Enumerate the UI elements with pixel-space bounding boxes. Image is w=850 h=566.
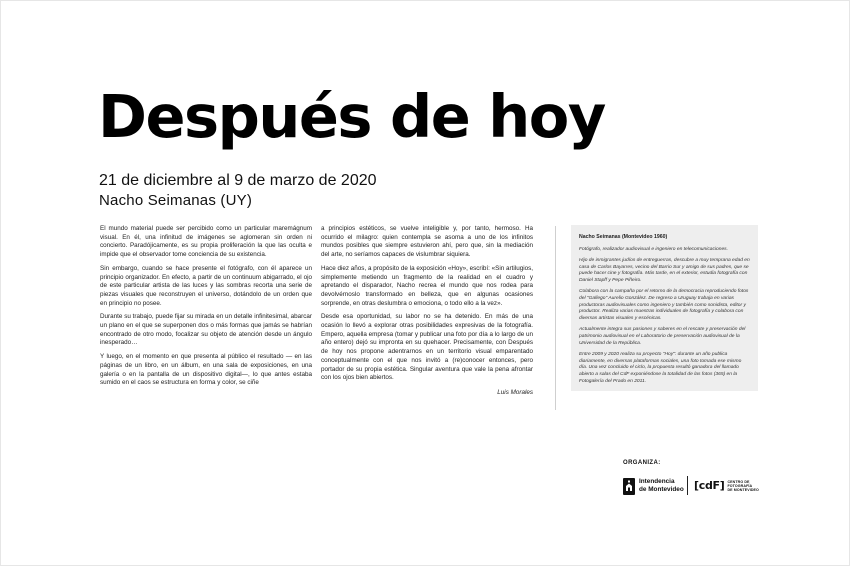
paragraph: Hace diez años, a propósito de la exposición «Hoy», escribí: «Sin artilugios, simplemente metiendo un fragmento de la realidad en el cuadro y apretando el disparador, Nacho recrea el mundo que nos rodea para devolvérnoslo transformado en belleza, que en algunas ocasiones sorprende, en otras deslumbra o emociona, o todo ello a la vez». — [321, 264, 533, 307]
logo-separator — [687, 476, 688, 495]
exhibition-title: Después de hoy — [98, 82, 605, 151]
paragraph: Desde esa oportunidad, su labor no se ha detenido. En más de una ocasión lo llevó a explorar otras posibilidades expresivas de la fotografía. Empero, aquella empresa (tomar y publicar una foto por día a lo largo de un año entero) dejó su impronta en su quehacer. Precisamente, con Después de hoy nos propone adentrarnos en un territorio visual emparentado conceptualmente con el que nos invitó a (re)conocer entonces, pero portador de su propia estética. Singular aventura que vale la pena afrontar con los ojos bien abiertos. — [321, 313, 533, 382]
bio-name: Nacho Seimanas (Montevideo 1960) — [579, 234, 668, 240]
intendencia-montevideo-logo — [623, 476, 684, 496]
intendencia-emblem-icon — [623, 478, 635, 495]
bio-paragraph: Hijo de inmigrantes judíos de entreguerras, descubre a muy temprana edad en casa de Carlos Bayarres, vecino del Barrio Sur y amigo de sus padres, que se puede hacer cine y fotografía. Más tarde, en el exterior, estudia fotografía con Daniel Stapff y Pepe Piñeiro. — [579, 257, 750, 284]
bio-paragraph: Entre 2009 y 2020 realiza su proyecto "Hoy": durante un año publica diariamente, en diversas plataformas sociales, una foto tomada ese mismo día. Una vez concluido el ciclo, la propuesta resultó ganadora del llamado abierto a salas del CdF exponiéndose la totalidad de las fotos (365) en la Fotogalería del Prado en 2011. — [579, 351, 742, 384]
text-signature: Luis Morales — [497, 388, 533, 396]
exhibition-author: Nacho Seimanas (UY) — [99, 192, 253, 209]
paragraph: a principios estéticos, se vuelve inteligible y, por tanto, hermoso. Ha ocurrido el milagro: quien contempla se asoma a uno de los infinitos mundos posibles que siempre estuvieron ahí, pero que, sin la mediación del arte, no seríamos capaces de vislumbrar siquiera. — [321, 225, 533, 259]
paragraph: Y luego, en el momento en que presenta al público el resultado — en las páginas de un libro, en un álbum, en una sala de exposiciones, en una galería o en la pantalla de un dispositivo digital—, lo que antes estaba sumido en el caos se estructura en forma y color, se ciñe — [100, 353, 312, 387]
bio-paragraph: Colabora con la campaña por el retorno de la democracia reproduciendo fotos del "Gallego" Aurelio González. De regreso a Uruguay trabaja en varias productoras audiovisuales como ingeniero y también como sonidista, editor y productor. Realiza varias muestras individuales de fotografía y colabora con diversas artistas visuales y escénicas. — [579, 289, 749, 322]
bio-paragraph: Actualmente integra sus pasiones y saberes en el rescate y preservación del patrimonio audiovisual en el Laboratorio de preservación audiovisual de la Universidad de la República. — [579, 327, 746, 346]
artist-bio-box — [571, 225, 758, 391]
cdf-logo — [694, 476, 763, 496]
exhibition-dates: 21 de diciembre al 9 de marzo de 2020 — [99, 172, 377, 189]
paragraph: Durante su trabajo, puede fijar su mirada en un detalle infinitesimal, abarcar un plano en el que se superponen dos o más formas que jamás se habrían encontrado de otro modo, focalizar su objeto de atención desde un ángulo inesperado… — [100, 313, 312, 347]
text-column-1 — [100, 225, 312, 393]
paragraph: El mundo material puede ser percibido como un particular maremágnum visual. En él, una infinitud de imágenes se aglomeran sin orden ni concierto. Paradójicamente, es su propia proliferación la que las oculta e impide que el observador tome conciencia de su existencia. — [100, 225, 312, 259]
bio-paragraph: Fotógrafo, realizador audiovisual e ingeniero en telecomunicaciones. — [579, 246, 728, 252]
cdf-logo-text: CENTRO DE FOTOGRAFÍA DE MONTEVIDEO — [727, 479, 759, 493]
intendencia-logo-text: Intendencia de Montevideo — [639, 478, 684, 493]
column-divider — [555, 226, 556, 410]
text-column-2 — [321, 225, 533, 403]
cdf-mark: [cdF] — [694, 479, 725, 492]
paragraph: Sin embargo, cuando se hace presente el fotógrafo, con él aparece un principio organizador. En efecto, a partir de un continuum abigarrado, el ojo de este particular artista de las luces y las sombras recorta una serie de piezas visuales que reconstruyen el universo, dotándolo de un orden que en principio no posee. — [100, 264, 312, 307]
organizers-label: ORGANIZA: — [623, 460, 661, 466]
